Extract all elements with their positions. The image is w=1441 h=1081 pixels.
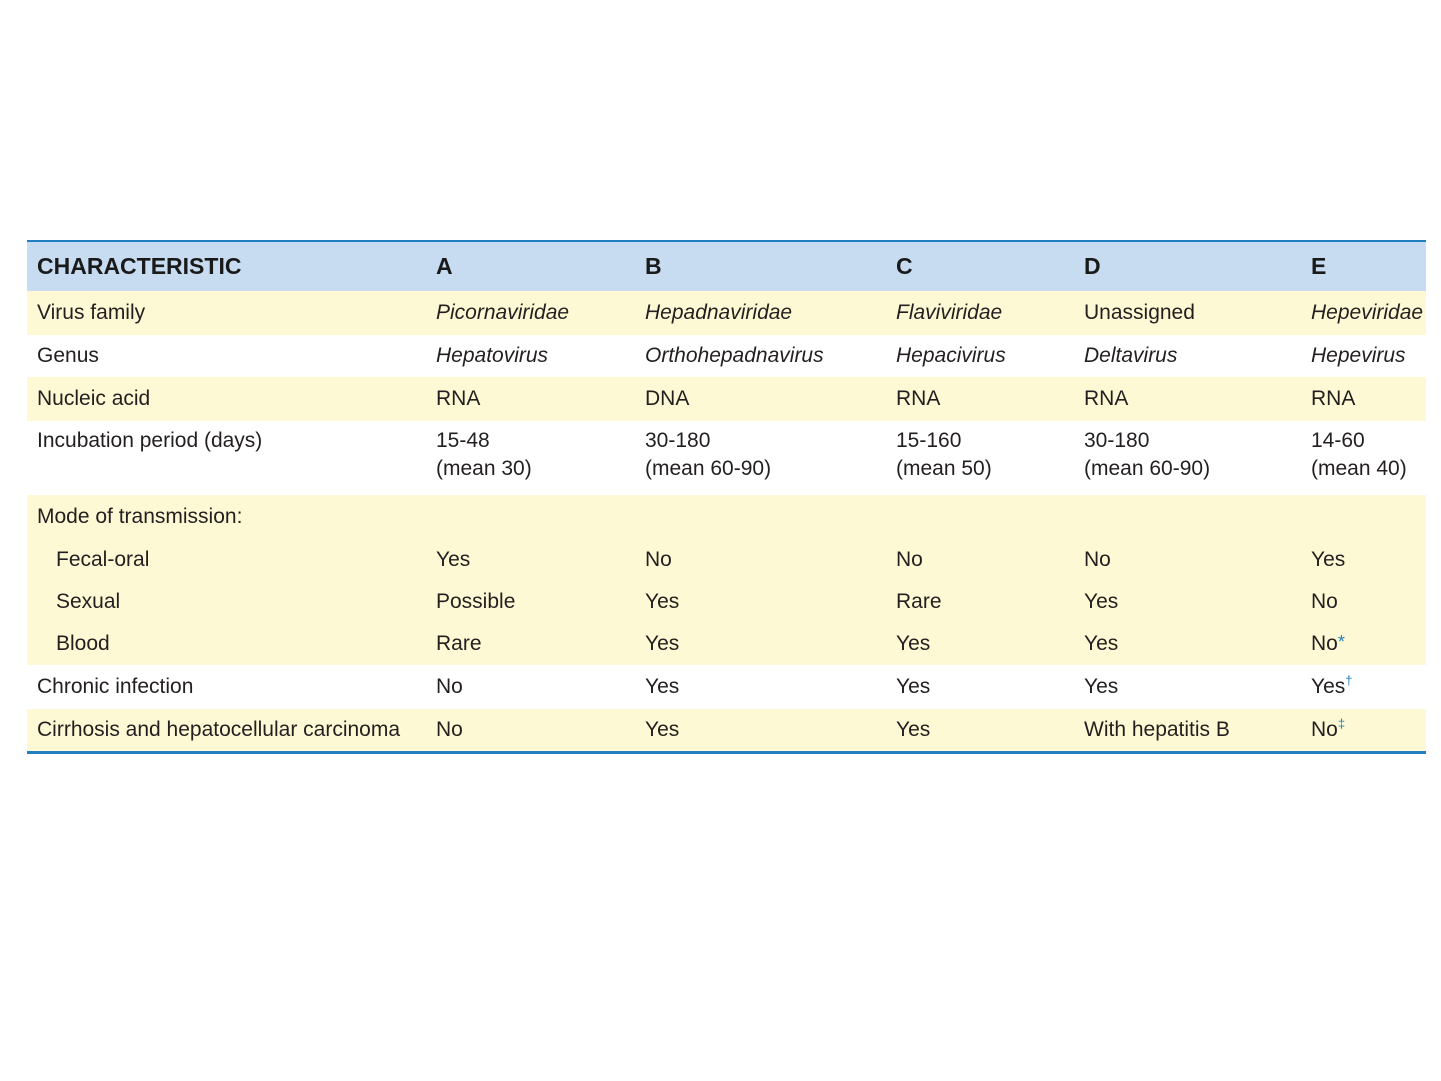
cell-c: No (896, 548, 923, 571)
cell-c: Rare (896, 590, 942, 613)
cell-b (645, 429, 896, 481)
incubation-range: 15-160 (896, 429, 962, 452)
incubation-mean: (mean 60-90) (1084, 457, 1211, 480)
cell-a: No (436, 675, 463, 698)
cell-e (1311, 429, 1426, 481)
cell-b: Yes (645, 632, 680, 655)
cell-e: Hepeviridae (1311, 301, 1424, 324)
row-label: Cirrhosis and hepatocellular carcinoma (37, 718, 401, 741)
cell-d: Yes (1084, 675, 1119, 698)
cell-b: DNA (645, 387, 690, 410)
cell-a: No (436, 718, 463, 741)
cell-e-text: No (1311, 632, 1338, 655)
cell-c (896, 429, 1084, 481)
cell-e (1311, 718, 1426, 742)
cell-e-text: Yes (1311, 675, 1346, 698)
row-label: Incubation period (days) (37, 429, 263, 452)
cell-a: Hepatovirus (436, 344, 549, 367)
cell-d: Yes (1084, 590, 1119, 613)
header-e: E (1311, 253, 1327, 279)
footnote-asterisk: * (1337, 632, 1345, 652)
incubation-mean: (mean 30) (436, 457, 532, 480)
table-row-genus (27, 335, 1426, 377)
table-row-sexual (27, 581, 1426, 623)
cell-a: Yes (436, 548, 471, 571)
cell-b: No (645, 548, 672, 571)
cell-e: No (1311, 590, 1338, 613)
cell-a: Picornaviridae (436, 301, 570, 324)
row-label: Virus family (37, 301, 146, 324)
table-row-fecal-oral (27, 539, 1426, 581)
table-header-row (27, 242, 1426, 291)
hepatitis-comparison-table (27, 240, 1426, 754)
cell-d: No (1084, 548, 1111, 571)
cell-d (1084, 429, 1311, 481)
cell-a: Possible (436, 590, 516, 613)
table-row-virus-family (27, 291, 1426, 335)
table-row-mode-heading (27, 495, 1426, 539)
cell-a (436, 429, 645, 481)
footnote-dagger: † (1345, 673, 1353, 688)
cell-a: RNA (436, 387, 481, 410)
table-row-nucleic-acid (27, 377, 1426, 421)
cell-b: Yes (645, 718, 680, 741)
header-b: B (645, 253, 662, 279)
cell-e: Yes (1311, 548, 1346, 571)
cell-b: Hepadnaviridae (645, 301, 793, 324)
cell-a: Rare (436, 632, 482, 655)
cell-e: RNA (1311, 387, 1356, 410)
header-a: A (436, 253, 453, 279)
cell-b: Yes (645, 590, 680, 613)
cell-b: Yes (645, 675, 680, 698)
table-row-chronic (27, 665, 1426, 709)
incubation-mean: (mean 50) (896, 457, 992, 480)
cell-e: Hepevirus (1311, 344, 1406, 367)
header-c: C (896, 253, 913, 279)
row-label: Chronic infection (37, 675, 194, 698)
header-characteristic: CHARACTERISTIC (37, 253, 242, 279)
footnote-double-dagger: ‡ (1337, 716, 1346, 731)
cell-e (1311, 632, 1426, 656)
incubation-mean: (mean 40) (1311, 457, 1407, 480)
row-label: Genus (37, 344, 99, 367)
cell-c: Flaviviridae (896, 301, 1003, 324)
cell-c: Yes (896, 675, 931, 698)
cell-d: Deltavirus (1084, 344, 1178, 367)
table-row-cirrhosis (27, 709, 1426, 751)
cell-e (1311, 675, 1426, 699)
row-label: Nucleic acid (37, 387, 151, 410)
cell-d: Yes (1084, 632, 1119, 655)
table-bottom-rule (27, 751, 1426, 754)
cell-e-text: No (1311, 718, 1338, 741)
cell-c: Yes (896, 718, 931, 741)
table-row-blood (27, 623, 1426, 665)
cell-d: RNA (1084, 387, 1129, 410)
row-label: Fecal-oral (56, 548, 150, 571)
table-row-incubation (27, 421, 1426, 495)
incubation-mean: (mean 60-90) (645, 457, 772, 480)
row-label: Sexual (56, 590, 121, 613)
row-label: Blood (56, 632, 110, 655)
cell-d: With hepatitis B (1084, 718, 1230, 741)
incubation-range: 30-180 (1084, 429, 1150, 452)
cell-c: RNA (896, 387, 941, 410)
cell-b: Orthohepadnavirus (645, 344, 824, 367)
header-d: D (1084, 253, 1101, 279)
incubation-range: 30-180 (645, 429, 711, 452)
incubation-range: 15-48 (436, 429, 490, 452)
incubation-range: 14-60 (1311, 429, 1365, 452)
cell-c: Hepacivirus (896, 344, 1006, 367)
row-label: Mode of transmission: (37, 505, 243, 528)
cell-c: Yes (896, 632, 931, 655)
cell-d: Unassigned (1084, 301, 1195, 324)
